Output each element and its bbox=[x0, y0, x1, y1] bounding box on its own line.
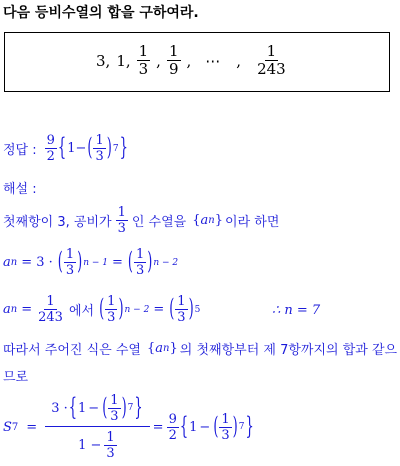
seq-ellipsis: ⋯ bbox=[205, 51, 221, 70]
seq-term-3: 3, bbox=[96, 51, 111, 70]
answer-label: 정답 : bbox=[3, 143, 37, 158]
seq-term-1-9: $\frac{1}{9}$ bbox=[168, 42, 179, 78]
sum-formula: S 7 = 3 · { 1 − ( $\frac{1}{3}$ ) 7 } 1 − $\frac{1}{3}$ = $\frac{9}{2}$ { 1 − ( $\frac{1}{3}$ ) 7 } bbox=[3, 393, 254, 461]
explanation-line-3: a n = $\frac{1}{243}$ 에서 ( $\frac{1}{3}$ ) n − 2 = ( $\frac{1}{3}$ ) 5 bbox=[3, 294, 201, 325]
explanation-line-2: a n = 3 · ( $\frac{1}{3}$ ) n − 1 = ( $\frac{1}{3}$ ) n − 2 bbox=[3, 247, 179, 278]
seq-term-1-3: $\frac{1}{3}$ bbox=[138, 42, 149, 78]
answer-line: 정답 : $\frac{9}{2}$ { 1 − ( $\frac{1}{3}$ ) 7 } bbox=[3, 133, 128, 164]
explanation-line-5: 므로 bbox=[3, 370, 29, 385]
answer-coef: $\frac{9}{2}$ bbox=[46, 133, 55, 164]
sequence-expression: 3, 1, $\frac{1}{3}$ , $\frac{1}{9}$ , ⋯ , $\frac{1}{243}$ bbox=[96, 42, 286, 78]
explanation-label: 해설 : bbox=[3, 182, 37, 197]
seq-term-1-243: $\frac{1}{243}$ bbox=[257, 42, 286, 78]
question-prompt: 다음 등비수열의 합을 구하여라. bbox=[3, 5, 199, 21]
therefore-n: ∴ n = 7 bbox=[272, 303, 321, 318]
explanation-line-1: 첫째항이 3, 공비가 $\frac{1}{3}$ 인 수열을 { a n } 이라 하면 bbox=[3, 205, 280, 236]
explanation-line-4: 따라서 주어진 식은 수열 { a n } 의 첫째항부터 제 7항까지의 합과 같으 bbox=[3, 341, 398, 358]
seq-term-1: 1, bbox=[116, 51, 131, 70]
sum-main-fraction: 3 · { 1 − ( $\frac{1}{3}$ ) 7 } 1 − $\frac{1}{3}$ bbox=[45, 394, 149, 460]
